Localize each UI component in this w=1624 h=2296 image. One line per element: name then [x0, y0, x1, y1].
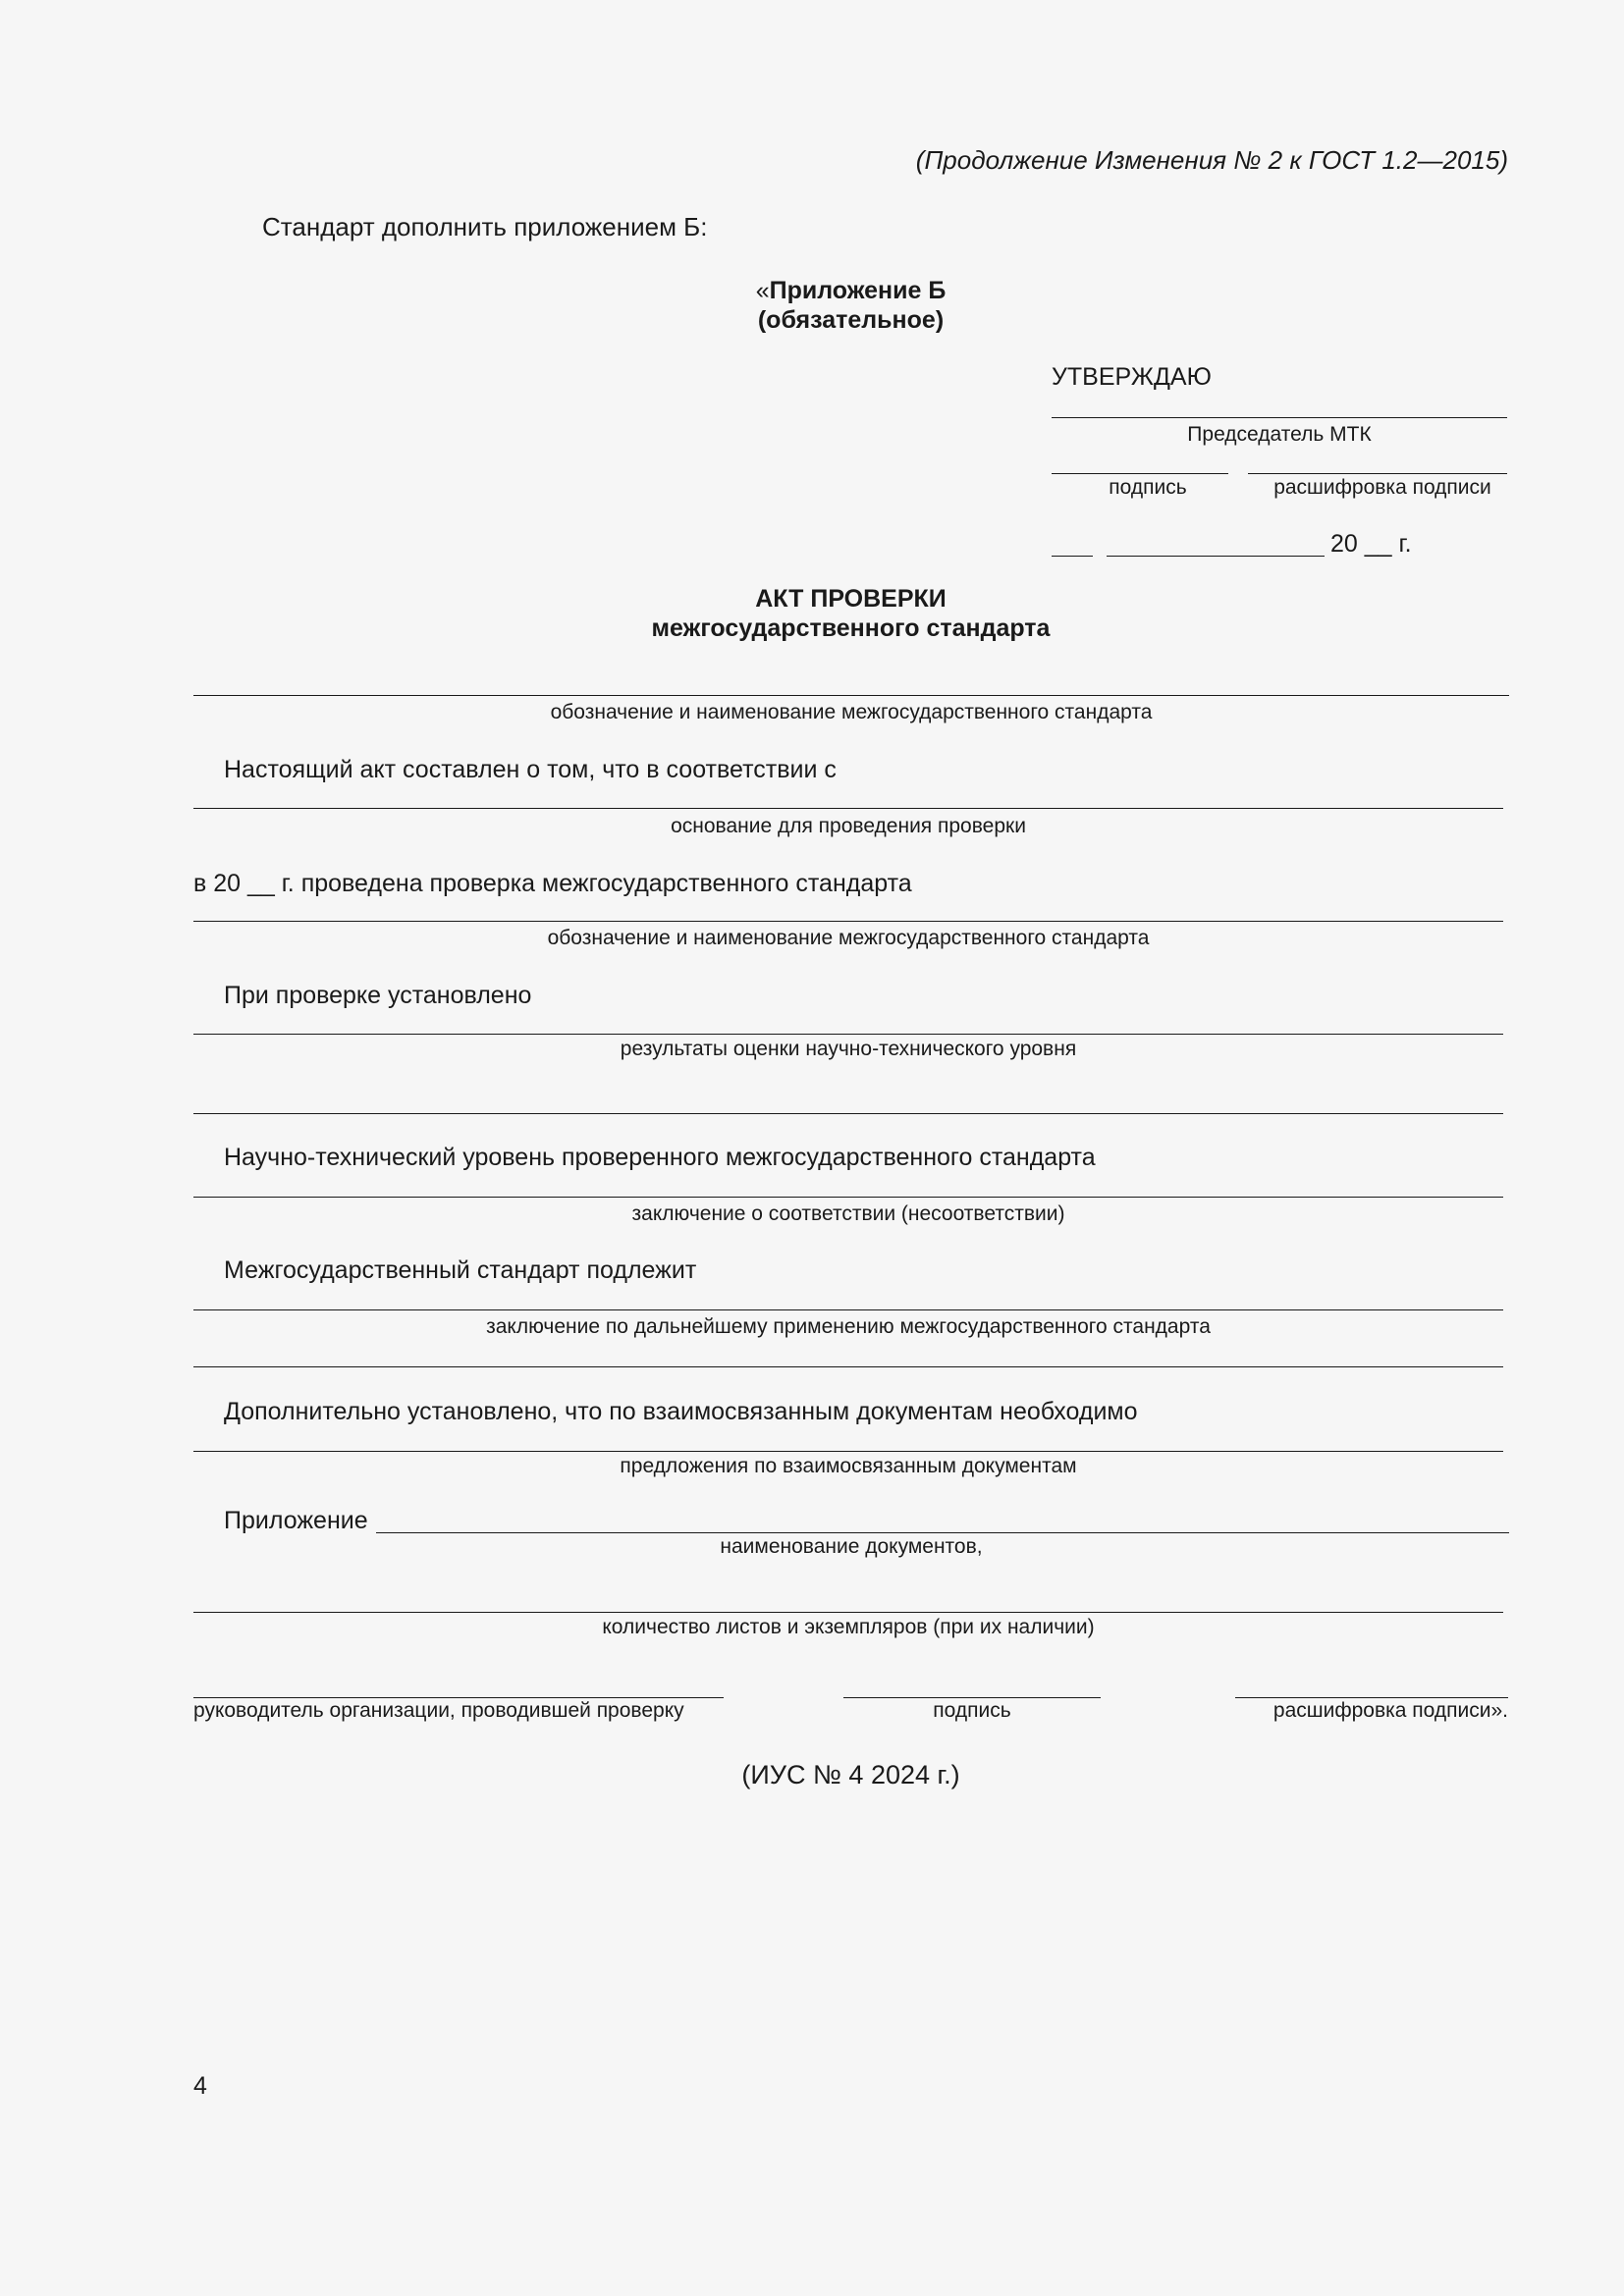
- further-caption: заключение по дальнейшему применению межгосударственного стандарта: [486, 1315, 1211, 1338]
- doc-names-caption: наименование документов,: [720, 1535, 983, 1558]
- proposals-line: [193, 1451, 1503, 1452]
- results-caption: результаты оценки научно-технического уровня: [620, 1038, 1077, 1060]
- results-line-extra: [193, 1113, 1503, 1114]
- signature-decoding-caption: расшифровка подписи: [1273, 476, 1491, 499]
- standard-caption-2: обозначение и наименование межгосударственного стандарта: [547, 927, 1150, 949]
- bottom-decoding-caption: расшифровка подписи».: [1272, 1699, 1508, 1722]
- conclusion-caption: заключение о соответствии (несоответствии): [631, 1202, 1065, 1225]
- date-year: 20 __ г.: [1330, 530, 1412, 558]
- basis-caption: основание для проведения проверки: [671, 815, 1026, 837]
- date-month-line: [1107, 556, 1325, 557]
- further-line-extra: [193, 1366, 1503, 1367]
- text-subject: Межгосударственный стандарт подлежит: [224, 1256, 697, 1284]
- head-line: [193, 1697, 724, 1698]
- standard-caption-1: обозначение и наименование межгосударственного стандарта: [550, 701, 1153, 723]
- approve-label: УТВЕРЖДАЮ: [1052, 363, 1212, 391]
- results-line: [193, 1034, 1503, 1035]
- page-number: 4: [193, 2072, 207, 2100]
- date-day-line: [1052, 556, 1093, 557]
- sheets-caption: количество листов и экземпляров (при их наличии): [602, 1616, 1095, 1638]
- signature-decoding-line: [1248, 473, 1507, 474]
- intro-text: Стандарт дополнить приложением Б:: [262, 212, 708, 241]
- bottom-signature-line: [843, 1697, 1101, 1698]
- bottom-decoding-line: [1235, 1697, 1508, 1698]
- appendix-title: [0, 277, 1624, 305]
- bottom-signature-caption: подпись: [933, 1699, 1011, 1722]
- conclusion-line: [193, 1197, 1503, 1198]
- appendix-label: Приложение Б: [769, 277, 947, 304]
- standard-line-1: [193, 695, 1509, 696]
- act-subtitle: межгосударственного стандарта: [651, 614, 1051, 642]
- chairman-caption: Председатель МТК: [1187, 423, 1372, 446]
- continuation-header: (Продолжение Изменения № 2 к ГОСТ 1.2—2015): [915, 145, 1508, 175]
- further-line: [193, 1309, 1503, 1310]
- quote-open: «: [755, 277, 770, 304]
- attachment-line: [376, 1532, 1509, 1533]
- appendix-status: (обязательное): [757, 306, 945, 334]
- head-caption: руководитель организации, проводившей проверку: [193, 1699, 684, 1722]
- text-drawn-up: Настоящий акт составлен о том, что в соответствии с: [224, 756, 837, 783]
- text-attachment: Приложение: [224, 1507, 368, 1534]
- text-found: При проверке установлено: [224, 982, 532, 1009]
- signature-caption: подпись: [1109, 476, 1187, 499]
- ius-reference: (ИУС № 4 2024 г.): [741, 1760, 960, 1789]
- text-level: Научно-технический уровень проверенного межгосударственного стандарта: [224, 1144, 1096, 1171]
- signature-line: [1052, 473, 1228, 474]
- text-year-check: в 20 __ г. проведена проверка межгосударственного стандарта: [193, 870, 912, 897]
- sheets-line: [193, 1612, 1503, 1613]
- proposals-caption: предложения по взаимосвязанным документам: [620, 1455, 1077, 1477]
- basis-line: [193, 808, 1503, 809]
- standard-line-2: [193, 921, 1503, 922]
- chairman-line: [1052, 417, 1507, 418]
- text-additional: Дополнительно установлено, что по взаимосвязанным документам необходимо: [224, 1398, 1138, 1425]
- act-title: АКТ ПРОВЕРКИ: [755, 585, 947, 613]
